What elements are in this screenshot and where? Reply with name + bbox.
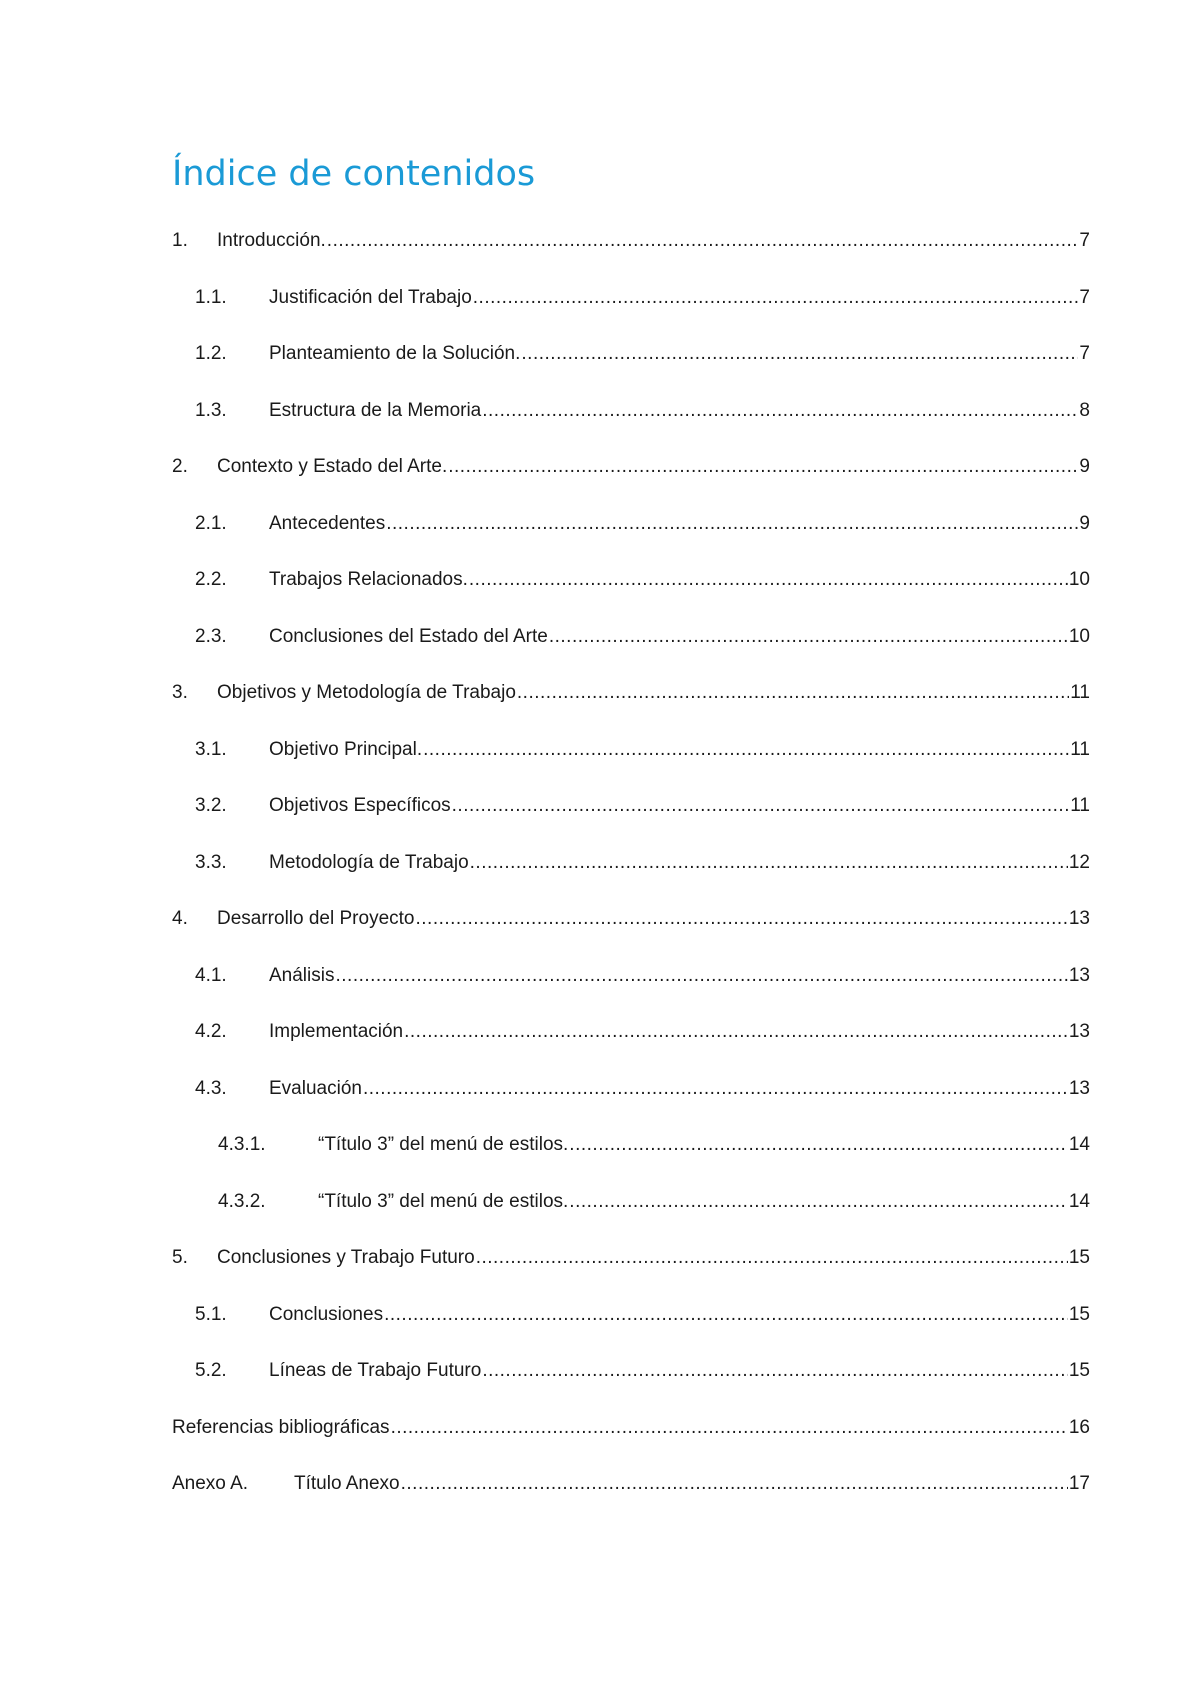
toc-page-number: 10	[1068, 625, 1090, 647]
toc-entry[interactable]	[172, 1302, 1090, 1359]
toc-entry-number: Anexo A.	[172, 1473, 249, 1494]
toc-entry-title: Implementación	[269, 1021, 404, 1042]
toc-entry-title: Estructura de la Memoria	[269, 399, 482, 421]
toc-entry-number: 4.1.	[195, 964, 227, 986]
toc-entry-number: 1.3.	[195, 399, 227, 421]
toc-entry-title: Título Anexo	[294, 1473, 400, 1494]
toc-entry[interactable]	[172, 850, 1090, 907]
toc-entry[interactable]	[172, 906, 1090, 963]
toc-dot-leader	[517, 680, 1069, 706]
toc-entry-number: 4.3.1.	[218, 1134, 266, 1155]
toc-page-number: 15	[1068, 1247, 1090, 1268]
toc-dot-leader	[404, 1019, 1068, 1045]
toc-entry-number: 2.2.	[195, 569, 227, 590]
toc-entry-number: 4.2.	[195, 1021, 227, 1042]
toc-entry[interactable]	[172, 793, 1090, 850]
toc-page-number: 14	[1068, 1190, 1090, 1212]
toc-entry-title: Metodología de Trabajo	[269, 851, 469, 873]
toc-entry-number: 2.1.	[195, 512, 227, 534]
toc-page-number: 13	[1068, 908, 1090, 929]
toc-entry-title: Conclusiones	[269, 1303, 384, 1325]
toc-dot-leader	[327, 228, 1079, 254]
toc-entry-number: 3.3.	[195, 851, 227, 873]
toc-page-number: 15	[1068, 1360, 1090, 1381]
toc-dot-leader	[452, 793, 1070, 819]
toc-dot-leader	[423, 737, 1069, 763]
toc-entry-title: Desarrollo del Proyecto	[217, 908, 415, 929]
toc-page-number: 9	[1079, 512, 1090, 534]
toc-entry-number: 3.2.	[195, 795, 227, 816]
toc-entry-title: “Título 3” del menú de estilos.	[318, 1190, 569, 1212]
toc-entry-title: Objetivos y Metodología de Trabajo	[217, 682, 516, 703]
toc-entry-number: 4.3.2.	[218, 1190, 266, 1212]
toc-page-number: 17	[1068, 1473, 1090, 1494]
toc-list	[172, 228, 1090, 1528]
toc-page-number: 13	[1068, 1077, 1090, 1099]
toc-entry-title: Conclusiones del Estado del Arte	[269, 625, 548, 647]
toc-dot-leader	[482, 1358, 1068, 1384]
toc-entry-number: 5.	[172, 1247, 188, 1268]
toc-page-number: 7	[1079, 286, 1090, 308]
toc-entry[interactable]	[172, 285, 1090, 342]
toc-page-number: 15	[1068, 1303, 1090, 1325]
toc-entry[interactable]	[172, 1415, 1090, 1472]
toc-entry[interactable]	[172, 680, 1090, 737]
toc-dot-leader	[549, 624, 1068, 650]
toc-entry-title: “Título 3” del menú de estilos.	[318, 1134, 569, 1155]
toc-entry-title: Referencias bibliográficas	[172, 1416, 390, 1438]
toc-entry-title: Objetivo Principal.	[269, 738, 423, 760]
toc-entry[interactable]	[172, 454, 1090, 511]
toc-page-number: 11	[1070, 795, 1090, 816]
toc-entry[interactable]	[172, 1471, 1090, 1528]
toc-dot-leader	[391, 1415, 1068, 1441]
toc-dot-leader	[386, 511, 1078, 537]
toc-entry-number: 5.2.	[195, 1360, 227, 1381]
toc-entry[interactable]	[172, 1358, 1090, 1415]
toc-dot-leader	[384, 1302, 1068, 1328]
toc-entry[interactable]	[172, 228, 1090, 285]
toc-entry-title: Objetivos Específicos	[269, 795, 451, 816]
toc-entry-number: 3.	[172, 682, 188, 703]
toc-entry-title: Contexto y Estado del Arte.	[217, 456, 448, 477]
toc-entry-title: Justificación del Trabajo	[269, 286, 472, 308]
toc-entry[interactable]	[172, 398, 1090, 455]
toc-entry[interactable]	[172, 963, 1090, 1020]
toc-entry-title: Introducción.	[217, 230, 326, 251]
toc-entry-number: 1.	[172, 230, 188, 251]
toc-entry[interactable]	[172, 511, 1090, 568]
toc-page-number: 13	[1068, 1021, 1090, 1042]
toc-entry-number: 4.3.	[195, 1077, 227, 1099]
toc-page-number: 13	[1068, 964, 1090, 986]
toc-dot-leader	[448, 454, 1078, 480]
toc-entry-number: 1.2.	[195, 343, 227, 364]
toc-dot-leader	[521, 341, 1078, 367]
toc-dot-leader	[473, 285, 1079, 311]
toc-page-number: 12	[1068, 851, 1090, 873]
toc-entry[interactable]	[172, 1132, 1090, 1189]
toc-dot-leader	[363, 1076, 1068, 1102]
toc-entry-number: 1.1.	[195, 286, 227, 308]
toc-entry-title: Análisis	[269, 964, 335, 986]
toc-entry-title: Antecedentes	[269, 512, 386, 534]
toc-dot-leader	[569, 1132, 1068, 1158]
toc-entry-title: Evaluación	[269, 1077, 362, 1099]
toc-entry-number: 5.1.	[195, 1303, 227, 1325]
toc-page-number: 14	[1068, 1134, 1090, 1155]
toc-dot-leader	[415, 906, 1067, 932]
toc-dot-leader	[569, 1189, 1068, 1215]
toc-dot-leader	[401, 1471, 1068, 1497]
toc-page-number: 16	[1068, 1416, 1090, 1438]
toc-page-number: 9	[1079, 456, 1090, 477]
toc-entry-number: 3.1.	[195, 738, 227, 760]
toc-dot-leader	[335, 963, 1067, 989]
toc-entry[interactable]	[172, 1245, 1090, 1302]
toc-entry[interactable]	[172, 737, 1090, 794]
toc-dot-leader	[469, 567, 1068, 593]
toc-entry-title: Planteamiento de la Solución.	[269, 343, 521, 364]
toc-entry[interactable]	[172, 1189, 1090, 1246]
toc-page-number: 10	[1068, 569, 1090, 590]
toc-page-number: 11	[1070, 738, 1090, 760]
toc-entry-title: Conclusiones y Trabajo Futuro	[217, 1247, 475, 1268]
toc-title: Índice de contenidos	[172, 154, 536, 194]
toc-dot-leader	[482, 398, 1078, 424]
toc-entry[interactable]	[172, 624, 1090, 681]
toc-entry[interactable]	[172, 341, 1090, 398]
toc-page-number: 8	[1079, 399, 1090, 421]
toc-page-number: 7	[1079, 343, 1090, 364]
toc-entry[interactable]	[172, 567, 1090, 624]
toc-dot-leader	[470, 850, 1068, 876]
toc-entry-title: Líneas de Trabajo Futuro	[269, 1360, 482, 1381]
toc-entry-number: 4.	[172, 908, 188, 929]
toc-entry[interactable]	[172, 1076, 1090, 1133]
toc-entry-number: 2.	[172, 456, 188, 477]
toc-dot-leader	[476, 1245, 1068, 1271]
toc-page-number: 11	[1070, 682, 1090, 703]
toc-entry-number: 2.3.	[195, 625, 227, 647]
toc-entry-title: Trabajos Relacionados.	[269, 569, 468, 590]
toc-entry[interactable]	[172, 1019, 1090, 1076]
toc-page-number: 7	[1079, 230, 1090, 251]
